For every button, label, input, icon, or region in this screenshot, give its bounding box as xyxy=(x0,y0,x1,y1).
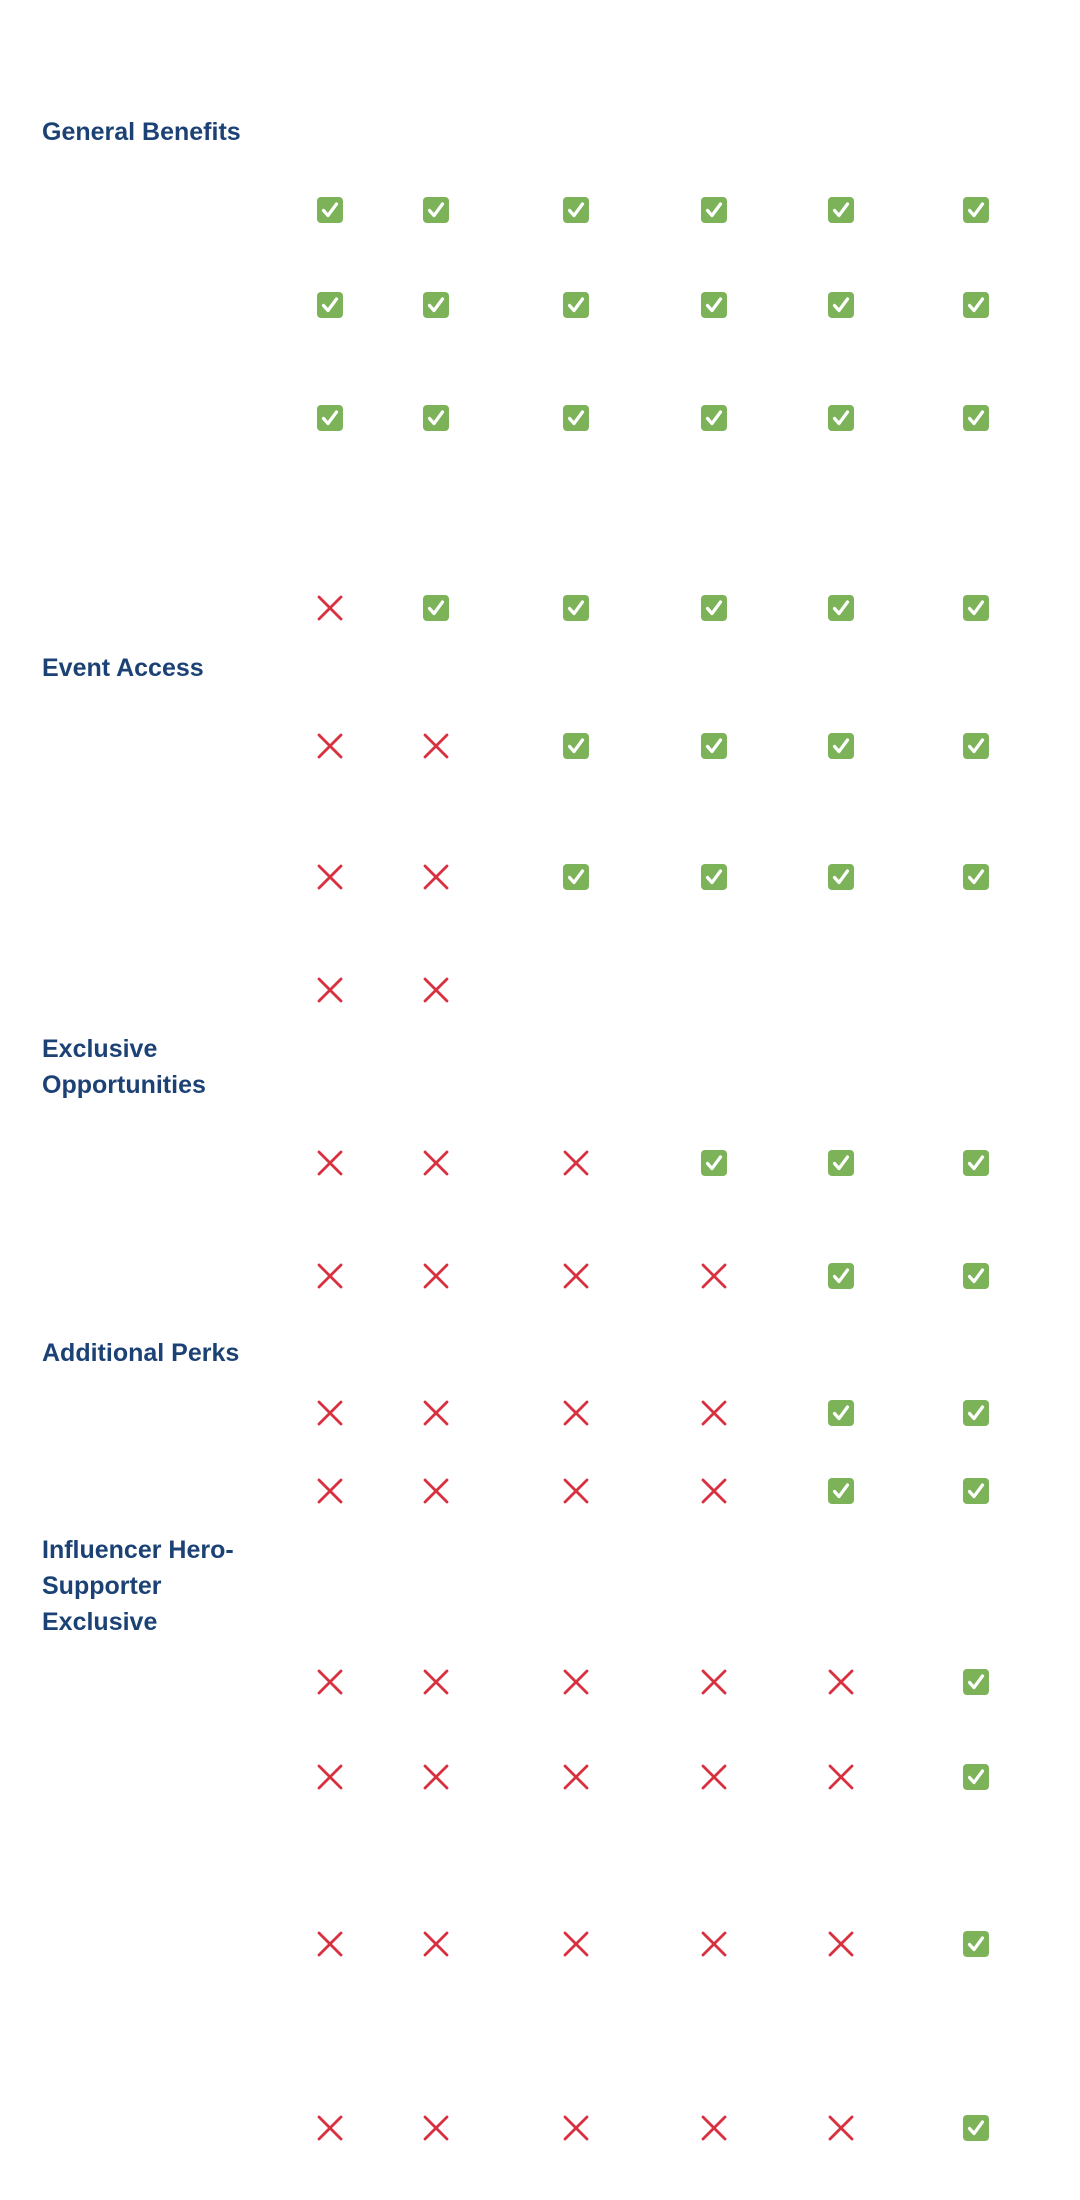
cross-icon xyxy=(422,2114,450,2142)
cross-icon xyxy=(700,1477,728,1505)
checkmark-box-icon xyxy=(827,863,855,891)
checkmark-box-icon xyxy=(962,404,990,432)
cross-icon xyxy=(562,1149,590,1177)
cross-icon xyxy=(422,1477,450,1505)
checkmark-box-icon xyxy=(422,594,450,622)
cross-icon xyxy=(316,1668,344,1696)
checkmark-box-icon xyxy=(700,291,728,319)
cross-icon xyxy=(422,1930,450,1958)
checkmark-box-icon xyxy=(316,196,344,224)
checkmark-box-icon xyxy=(422,196,450,224)
checkmark-box-icon xyxy=(700,1149,728,1177)
cross-icon xyxy=(316,1477,344,1505)
cross-icon xyxy=(316,976,344,1004)
cross-icon xyxy=(422,1668,450,1696)
checkmark-box-icon xyxy=(962,1399,990,1427)
cross-icon xyxy=(700,2114,728,2142)
checkmark-box-icon xyxy=(827,1262,855,1290)
cross-icon xyxy=(827,1763,855,1791)
checkmark-box-icon xyxy=(962,1262,990,1290)
cross-icon xyxy=(827,2114,855,2142)
cross-icon xyxy=(700,1399,728,1427)
checkmark-box-icon xyxy=(316,291,344,319)
cross-icon xyxy=(700,1930,728,1958)
cross-icon xyxy=(422,976,450,1004)
checkmark-box-icon xyxy=(562,594,590,622)
checkmark-box-icon xyxy=(962,291,990,319)
cross-icon xyxy=(316,1262,344,1290)
checkmark-box-icon xyxy=(962,863,990,891)
cross-icon xyxy=(562,1930,590,1958)
checkmark-box-icon xyxy=(827,404,855,432)
cross-icon xyxy=(316,1763,344,1791)
checkmark-box-icon xyxy=(562,863,590,891)
section-title-additional-perks: Additional Perks xyxy=(42,1339,240,1367)
cross-icon xyxy=(316,863,344,891)
checkmark-box-icon xyxy=(562,732,590,760)
checkmark-box-icon xyxy=(962,732,990,760)
checkmark-box-icon xyxy=(316,404,344,432)
cross-icon xyxy=(422,732,450,760)
cross-icon xyxy=(422,1399,450,1427)
cross-icon xyxy=(562,1763,590,1791)
checkmark-box-icon xyxy=(962,1763,990,1791)
checkmark-box-icon xyxy=(700,594,728,622)
checkmark-box-icon xyxy=(700,404,728,432)
cross-icon xyxy=(422,1763,450,1791)
cross-icon xyxy=(700,1668,728,1696)
cross-icon xyxy=(316,732,344,760)
cross-icon xyxy=(700,1763,728,1791)
checkmark-box-icon xyxy=(827,1477,855,1505)
checkmark-box-icon xyxy=(827,196,855,224)
cross-icon xyxy=(562,1399,590,1427)
cross-icon xyxy=(422,1149,450,1177)
section-title-exclusive-opportunities: Exclusive Opportunities xyxy=(42,1035,206,1099)
cross-icon xyxy=(827,1930,855,1958)
checkmark-box-icon xyxy=(962,1668,990,1696)
checkmark-box-icon xyxy=(700,732,728,760)
cross-icon xyxy=(562,2114,590,2142)
section-title-influencer-hero-supporter-exclusive: Influencer Hero-Supporter Exclusive xyxy=(42,1536,234,1636)
checkmark-box-icon xyxy=(827,1399,855,1427)
cross-icon xyxy=(422,863,450,891)
cross-icon xyxy=(422,1262,450,1290)
cross-icon xyxy=(316,1399,344,1427)
checkmark-box-icon xyxy=(422,291,450,319)
checkmark-box-icon xyxy=(962,196,990,224)
checkmark-box-icon xyxy=(700,863,728,891)
checkmark-box-icon xyxy=(962,1149,990,1177)
checkmark-box-icon xyxy=(827,732,855,760)
checkmark-box-icon xyxy=(827,594,855,622)
cross-icon xyxy=(700,1262,728,1290)
checkmark-box-icon xyxy=(827,291,855,319)
section-title-general-benefits: General Benefits xyxy=(42,118,241,146)
cross-icon xyxy=(827,1668,855,1696)
checkmark-box-icon xyxy=(562,196,590,224)
cross-icon xyxy=(316,1149,344,1177)
checkmark-box-icon xyxy=(962,594,990,622)
checkmark-box-icon xyxy=(562,291,590,319)
checkmark-box-icon xyxy=(962,1930,990,1958)
section-title-event-access: Event Access xyxy=(42,654,204,682)
cross-icon xyxy=(316,1930,344,1958)
checkmark-box-icon xyxy=(962,2114,990,2142)
checkmark-box-icon xyxy=(562,404,590,432)
cross-icon xyxy=(316,2114,344,2142)
checkmark-box-icon xyxy=(700,196,728,224)
checkmark-box-icon xyxy=(422,404,450,432)
cross-icon xyxy=(562,1477,590,1505)
cross-icon xyxy=(562,1668,590,1696)
checkmark-box-icon xyxy=(827,1149,855,1177)
cross-icon xyxy=(316,594,344,622)
checkmark-box-icon xyxy=(962,1477,990,1505)
cross-icon xyxy=(562,1262,590,1290)
